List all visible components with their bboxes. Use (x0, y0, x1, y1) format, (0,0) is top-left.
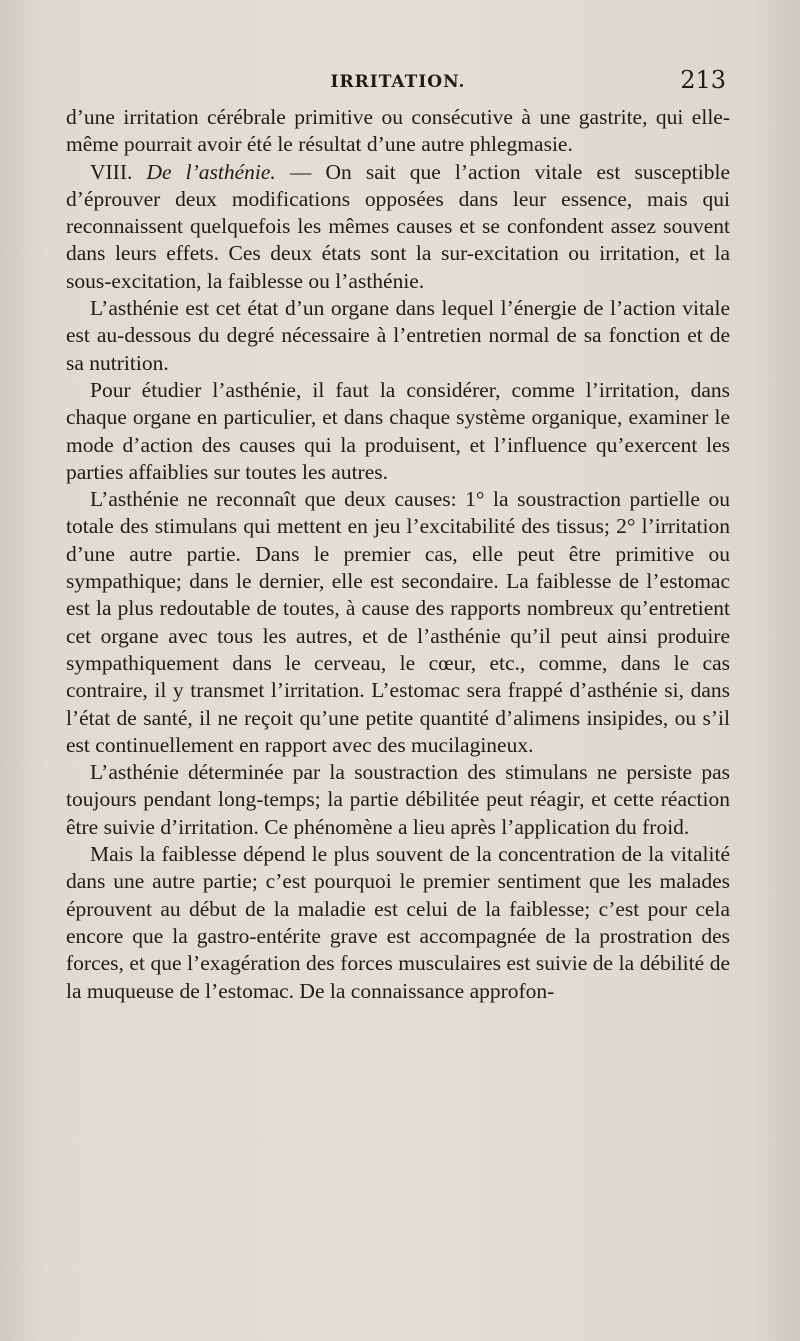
paragraph (66, 377, 730, 486)
section-number: VIII. (90, 159, 133, 184)
paragraph-text: Pour étudier l’asthénie, il faut la considérer, comme l’irritation, dans chaque organe en particulier, et dans chaque système organique, examiner le mode d’action des causes qui la produisent, et l’influence qu’exercent les parties affaiblies sur toutes les autres. (66, 377, 730, 484)
paragraph-text: L’asthénie déterminée par la soustraction des stimulans ne persiste pas toujours pendant long-temps; la partie débilitée peut réagir, et cette réaction être suivie d’irritation. Ce phénomène a lieu après l’application du froid. (66, 760, 730, 839)
paragraph-text: L’asthénie ne reconnaît que deux causes: 1° la soustraction partielle ou totale des stimulans qui mettent en jeu l’excitabilité des tissus; 2° l’irritation d’une autre partie. Dans le premier cas, elle peut être primitive ou sympathique; dans le dernier, elle est secondaire. La faiblesse de l’estomac est la plus redoutable de toutes, à cause des rapports nombreux qu’entretient cet organe avec tous les autres, et de l’asthénie qu’il peut ainsi produire sympathiquement dans le cerveau, le cœur, etc., comme, dans le cas contraire, il y transmet l’irritation. L’estomac sera frappé d’asthénie si, dans l’état de santé, il ne reçoit qu’une petite quantité d’alimens insipides, ou s’il est continuellement en rapport avec des mucilagineux. (66, 487, 730, 757)
paragraph (66, 295, 730, 377)
page-header (66, 66, 730, 98)
paragraph-text: d’une irritation cérébrale primitive ou consécutive à une gastrite, qui elle-même pourrait avoir été le résultat d’une autre phlegmasie. (66, 105, 730, 157)
section-title: De l’asthénie. (146, 159, 276, 184)
paragraph-text: L’asthénie est cet état d’un organe dans lequel l’énergie de l’action vitale est au-dessous du degré nécessaire à l’entretien normal de sa fonction et de sa nutrition. (66, 296, 730, 375)
paragraph (66, 486, 730, 759)
paragraph-text: — On sait que l’action vitale est susceptible d’éprouver deux modifications opposées dans leur essence, mais qui reconnaissent quelquefois les mêmes causes et se confondent assez souvent dans leurs effets. Ces deux états sont la sur-excitation ou irritation, et la sous-excitation, la faiblesse ou l’asthénie. (66, 159, 731, 293)
section-paragraph-asthenie (66, 159, 730, 295)
running-head: IRRITATION. (330, 72, 466, 92)
paragraph-continued (66, 104, 730, 159)
page-number: 213 (680, 66, 726, 94)
paragraph (66, 841, 730, 1005)
paragraph-text: Mais la faiblesse dépend le plus souvent de la concentration de la vitalité dans une autre partie; c’est pourquoi le premier sentiment que les malades éprouvent au début de la maladie est celui de la faiblesse; c’est pour cela encore que la gastro-entérite grave est accompagnée de la prostration des forces, et que l’exagération des forces musculaires est suivie de la débilité de la muqueuse de l’estomac. De la connaissance approfon- (66, 842, 730, 1003)
paragraph (66, 759, 730, 841)
body-text (66, 104, 730, 1005)
